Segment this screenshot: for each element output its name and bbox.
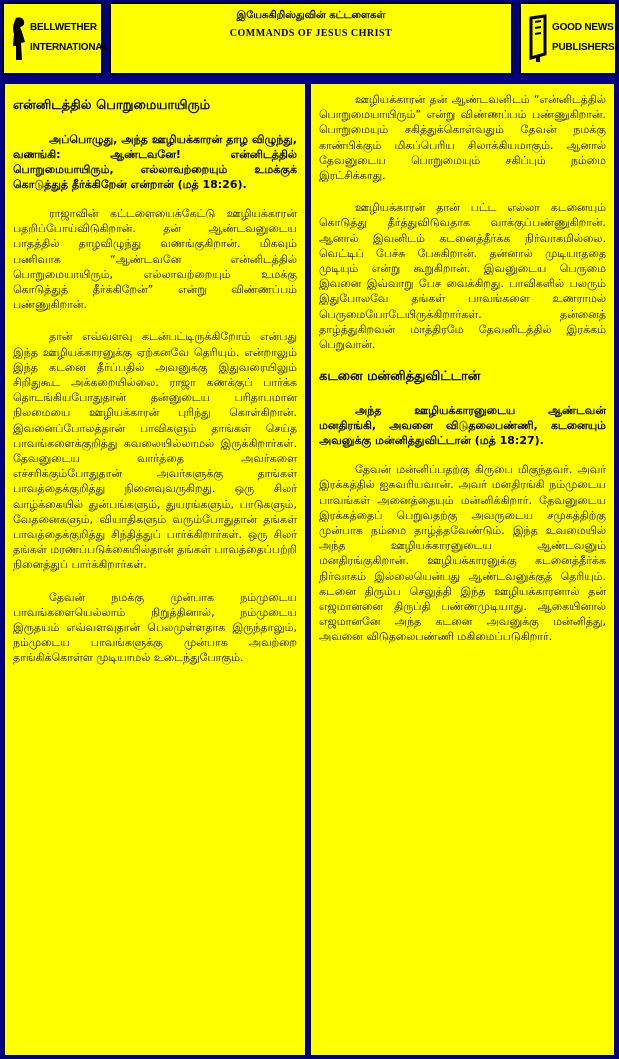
left-column xyxy=(5,84,305,1055)
logo-left-line-2: INTERNATIONAL xyxy=(30,42,109,53)
bellwether-logo xyxy=(2,2,109,75)
good-news-logo-text xyxy=(552,18,614,58)
title-banner xyxy=(109,2,513,75)
section-heading-patience: என்னிடத்தில் பொறுமையாயிரும் xyxy=(13,98,211,113)
title-english: COMMANDS OF JESUS CHRIST xyxy=(229,28,393,39)
paragraph: ராஜாவின் கட்டளையைக்கேட்டு ஊழியக்காரன் பதறிப்போய்விடுகிறான். தன் ஆண்டவனுடைய பாதத்தில் தாழவிழுந்து வணங்குகிறான். மிகவும் பணிவாக “ஆண்டவனே என்னிடத்தில் பொறுமையாயிரும், எல்லாவற்றையும் உமக்கு கொடுத்துத் தீர்க்கிறேன்” என்று விண்ணப்பம் பண்ணுகிறான். xyxy=(13,207,297,312)
scripture-quote-18-26: அப்பொழுது, அந்த ஊழியக்காரன் தாழ விழுந்து, வணங்கி: ஆண்டவனே! என்னிடத்தில் பொறுமையாயிரும், எல்லாவற்றையும் உமக்குக் கொடுத்துத் தீர்க்கிறேன் என்றான் (மத் 18:26). xyxy=(13,133,297,191)
bellwether-logo-text xyxy=(30,18,108,58)
paragraph: ஊழியக்காரன் தன் ஆண்டவனிடம் “என்னிடத்தில் பொறுமையாயிரும்” என்று விண்ணப்பம் பண்ணுகிறான். பொறுமையும் சகித்துக்கொள்வதும் தேவன் நமக்கு காண்பிக்கும் மிகப்பெரிய சிலாக்கியமாகும். ஆனால் தேவனுடைய பொறுமையும் சகிப்பும் நம்மை இரட்சிக்காது. xyxy=(319,93,606,183)
paragraph: தான் எவ்வளவு கடன்பட்டிருக்கிறோம் என்பது இந்த ஊழியக்காரனுக்கு ஏற்கனவே தெரியும். என்றாலும் இந்த கடனை தீர்ப்பதில் அவனுக்கு இதுவரையிலும் சிறிதுகூட அக்கறையில்லை. ராஜா கணக்குப் பார்க்க தொடங்கியபோதுதான் தன்னுடைய பரிதாபமான நிலமையை ஊழியக்காரன் புரிந்து கொள்கிறான். இவனைப்போலத்தான் பாவிகளும் தாங்கள் செய்த பாவங்களைக்குறித்து கவலையில்லாமல் இருக்கிறார்கள். தேவனுடைய வார்த்தை அவர்களை எச்சரிக்கும்போதுதான் அவர்களுக்கு தாங்கள் பாவத்தைக்குறித்து நினைவுவருகிறது. ஒரு சிலர் வாழ்க்கையில் துன்பங்களும், துயரங்களும், பாடுகளும், வேதனைகளும், வியாதிகளும் வரும்போதுதான் தங்கள் பாவத்தைக்குறித்து சிந்தித்துப் பார்க்கிறார்கள். ஒரு சிலர் தங்கள் மரணப்படுக்கையில்தான் தங்கள் பாவத்தைப்பற்றி நினைத்துப் பார்க்கிறார்கள். xyxy=(13,330,297,572)
logo-left-line-1: BELLWETHER xyxy=(30,22,97,33)
section-heading-forgiven: கடனை மன்னித்துவிட்டான் xyxy=(319,369,481,385)
paragraph: ஊழியக்காரன் தான் பட்ட எல்லா கடனையும் கொடுத்து தீர்த்துவிடுவதாக வாக்குப்பண்ணுகிறான். ஆனால் இவனிடம் கடனைத்தீர்க்க நிர்வாகமில்லை. வெட்டிப் பேச்சு பேசுகிறான். தன்னால் முடியாததை முடியும் என்று கூறுகிறான். இவனுடைய பெருமை இவனை இவ்வாறு பேச வைக்கிறது. பாவிகளில் பலரும் இதுபோலவே தங்கள் பாவங்களை உணராமல் பெருமையோடேயிருக்கிறார்கள். தன்னைத் தாழ்த்துகிறவன் மாத்திரமே தேவனிடத்தில் இரக்கம் பெறுவான். xyxy=(319,201,606,352)
ram-figure-icon xyxy=(10,16,28,62)
good-news-logo xyxy=(519,2,617,75)
logo-right-line-1: GOOD NEWS xyxy=(552,22,614,33)
right-column xyxy=(311,84,614,1055)
logo-right-line-2: PUBLISHERS xyxy=(552,42,615,53)
scripture-quote-18-27: அந்த ஊழியக்காரனுடைய ஆண்டவன் மனதிரங்கி, அவனை விடுதலைபண்ணி, கடனையும் அவனுக்கு மன்னித்துவிட்டான் (மத் 18:27). xyxy=(319,404,606,448)
paragraph: தேவன் மன்னிப்பதற்கு கிருபை மிகுந்தவர். அவர் இரக்கத்தில் ஐசுவரியவான். அவர் மனதிரங்கி நம்முடைய பாவங்கள் அனைத்தையும் மன்னிக்கிறார். தேவனுடைய இரக்கத்தைப் பெறுவதற்கு அவருடைய சமுகத்திற்கு முன்பாக நம்மை தாழ்த்தவேண்டும். இந்த உவமையில் அந்த ஊழியக்காரனுடைய ஆண்டவனும் மனதிரங்குகிறான். ஊழியக்காரனுக்கு கடனைத்தீர்க்க நிர்வாகம் இல்லையென்பது ஆண்டவனுக்குத் தெரியும். கடனை திரும்ப செலுத்தி இந்த ஊழியக்காரனால் தன் எஜமானனை திருப்தி பண்ணமுடியாது. ஆகையினால் எஜமானனே அந்த கடனை அவனுக்கு மன்னித்து, அவனை விடுதலைபண்ணி மகிமைப்படுகிறார். xyxy=(319,463,606,644)
title-tamil: இயேசுகிறிஸ்துவின் கட்டளைகள் xyxy=(236,10,386,21)
book-icon xyxy=(527,14,549,64)
paragraph: தேவன் நமக்கு முன்பாக நம்முடைய பாவங்களையெல்லாம் நிறுத்தினால், நம்முடைய இருதயம் எவ்வளவுதான் பெலமுள்ளதாக இருந்தாலும், நம்முடைய பாவங்களுக்கு முன்பாக அவற்றை தாங்கிக்கொள்ள முடியாமல் உடைந்துபோகும். xyxy=(13,590,297,665)
